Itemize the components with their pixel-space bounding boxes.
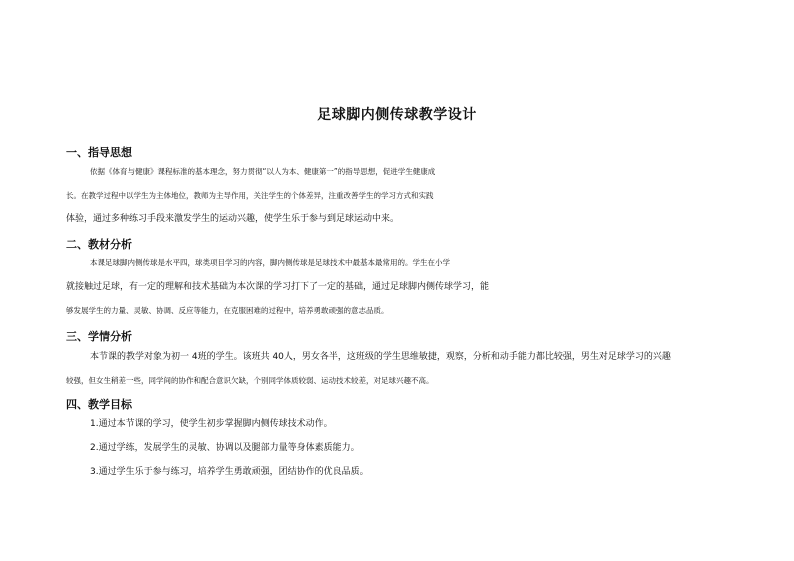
paragraph-line: 依据《体育与健康》课程标准的基本理念，努力贯彻“以人为本、健康第一”的指导思想，促进学生健康成 bbox=[90, 167, 436, 176]
section-heading-student-analysis: 三、学情分析 bbox=[66, 330, 132, 343]
objective-item: 3.通过学生乐于参与练习，培养学生勇敢顽强，团结协作的优良品质。 bbox=[90, 467, 369, 477]
paragraph-line: 本课足球脚内侧传球是水平四，球类项目学习的内容，脚内侧传球是足球技术中最基本最常用的。学生在小学 bbox=[90, 258, 450, 267]
objective-item: 2.通过学练，发展学生的灵敏、协调以及腿部力量等身体素质能力。 bbox=[90, 443, 360, 453]
paragraph-line: 体验，通过多种练习手段来激发学生的运动兴趣，使学生乐于参与到足球运动中来。 bbox=[66, 214, 400, 224]
paragraph-line: 本节课的教学对象为初一 4班的学生。该班共 40人，男女各半，这班级的学生思维敏捷，观察，分析和动手能力都比较强，男生对足球学习的兴趣 bbox=[90, 352, 671, 362]
paragraph-line: 就接触过足球，有一定的理解和技术基础为本次课的学习打下了一定的基础，通过足球脚内侧传球学习，能 bbox=[66, 282, 490, 292]
section-heading-material-analysis: 二、教材分析 bbox=[66, 238, 132, 251]
paragraph-line: 长。在教学过程中以学生为主体地位，教师为主导作用，关注学生的个体差异，注重改善学生的学习方式和实践 bbox=[66, 191, 434, 200]
paragraph-line: 较强，但女生稍差一些，同学间的协作和配合意识欠缺，个别同学体质较弱、运动技术较差，对足球兴趣不高。 bbox=[66, 376, 434, 385]
objective-item: 1.通过本节课的学习，使学生初步掌握脚内侧传球技术动作。 bbox=[90, 419, 333, 429]
section-heading-teaching-objectives: 四、教学目标 bbox=[66, 398, 132, 411]
document-title: 足球脚内侧传球教学设计 bbox=[317, 107, 477, 123]
paragraph-line: 够发展学生的力量、灵敏、协调、反应等能力，在克服困难的过程中，培养勇敢顽强的意志品质。 bbox=[66, 306, 389, 315]
section-heading-guiding-ideology: 一、指导思想 bbox=[66, 146, 132, 159]
